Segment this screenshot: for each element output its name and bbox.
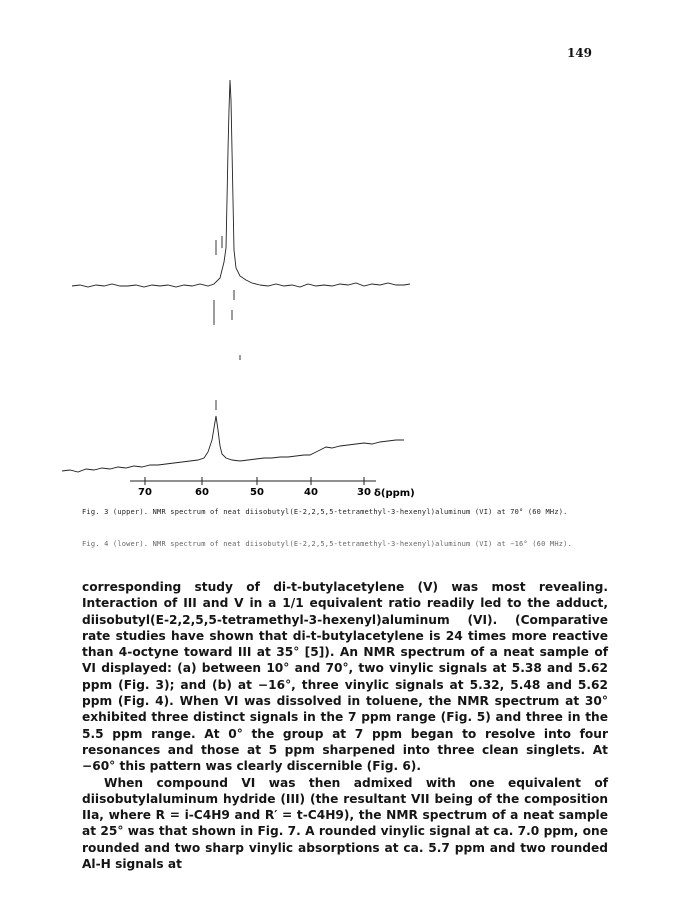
page-number: 149 xyxy=(566,46,592,60)
figure-caption-fig3: Fig. 3 (upper). NMR spectrum of neat diisobutyl(E-2,2,5,5-tetramethyl-3-hexenyl)aluminum (VI) at 70° (60 MHz). xyxy=(82,508,568,516)
spectrum-fig3-peak xyxy=(226,80,260,285)
spectrum-fig4-peak xyxy=(208,416,240,461)
body-paragraph-2: When compound VI was then admixed with one equivalent of diisobutylaluminum hydride (III) (the resultant VII being of the composition IIa, where R = i-C4H9 and R′ = t-C4H9), the NMR spectrum of a neat sample at 25° was that shown in Fig. 7. A rounded vinylic signal at ca. 7.0 ppm, one rounded and two sharp vinylic absorptions at ca. 5.7 ppm and two rounded Al-H signals at xyxy=(82,775,608,872)
body-text xyxy=(82,579,608,872)
x-tick-label-60: 60 xyxy=(195,487,209,498)
x-axis xyxy=(130,477,415,499)
spectrum-fig3-baseline-right xyxy=(260,283,410,287)
x-tick-label-70: 70 xyxy=(138,487,152,498)
x-tick-label-40: 40 xyxy=(304,487,318,498)
x-axis-unit-label: δ(ppm) xyxy=(374,488,415,499)
spectrum-fig3 xyxy=(72,80,410,325)
figure-caption-fig4: Fig. 4 (lower). NMR spectrum of neat diisobutyl(E-2,2,5,5-tetramethyl-3-hexenyl)aluminum (VI) at −16° (60 MHz). xyxy=(82,540,572,548)
spectrum-fig3-baseline-left xyxy=(72,248,226,287)
body-paragraph-1: corresponding study of di-t-butylacetylene (V) was most revealing. Interaction of III and V in a 1/1 equivalent ratio readily led to the adduct, diisobutyl(E-2,2,5,5-tetramethyl-3-hexenyl)aluminum (VI). (Comparative rate studies have shown that di-t-butylacetylene is 24 times more reactive than 4-octyne toward III at 35° [5]). An NMR spectrum of a neat sample of VI displayed: (a) between 10° and 70°, two vinylic signals at 5.38 and 5.62 ppm (Fig. 3); and (b) at −16°, three vinylic signals at 5.32, 5.48 and 5.62 ppm (Fig. 4). When VI was dissolved in toluene, the NMR spectrum at 30° exhibited three distinct signals in the 7 ppm range (Fig. 5) and three in the 5.5 ppm range. At 0° the group at 7 ppm began to resolve into four resonances and those at 5 ppm sharpened into three clean singlets. At −60° this pattern was clearly discernible (Fig. 6). xyxy=(82,580,608,774)
x-tick-label-30: 30 xyxy=(357,487,371,498)
spectrum-fig4 xyxy=(62,355,404,472)
x-tick-label-50: 50 xyxy=(250,487,264,498)
spectrum-fig4-baseline-left xyxy=(62,452,208,472)
spectrum-fig4-baseline-right xyxy=(240,440,404,461)
